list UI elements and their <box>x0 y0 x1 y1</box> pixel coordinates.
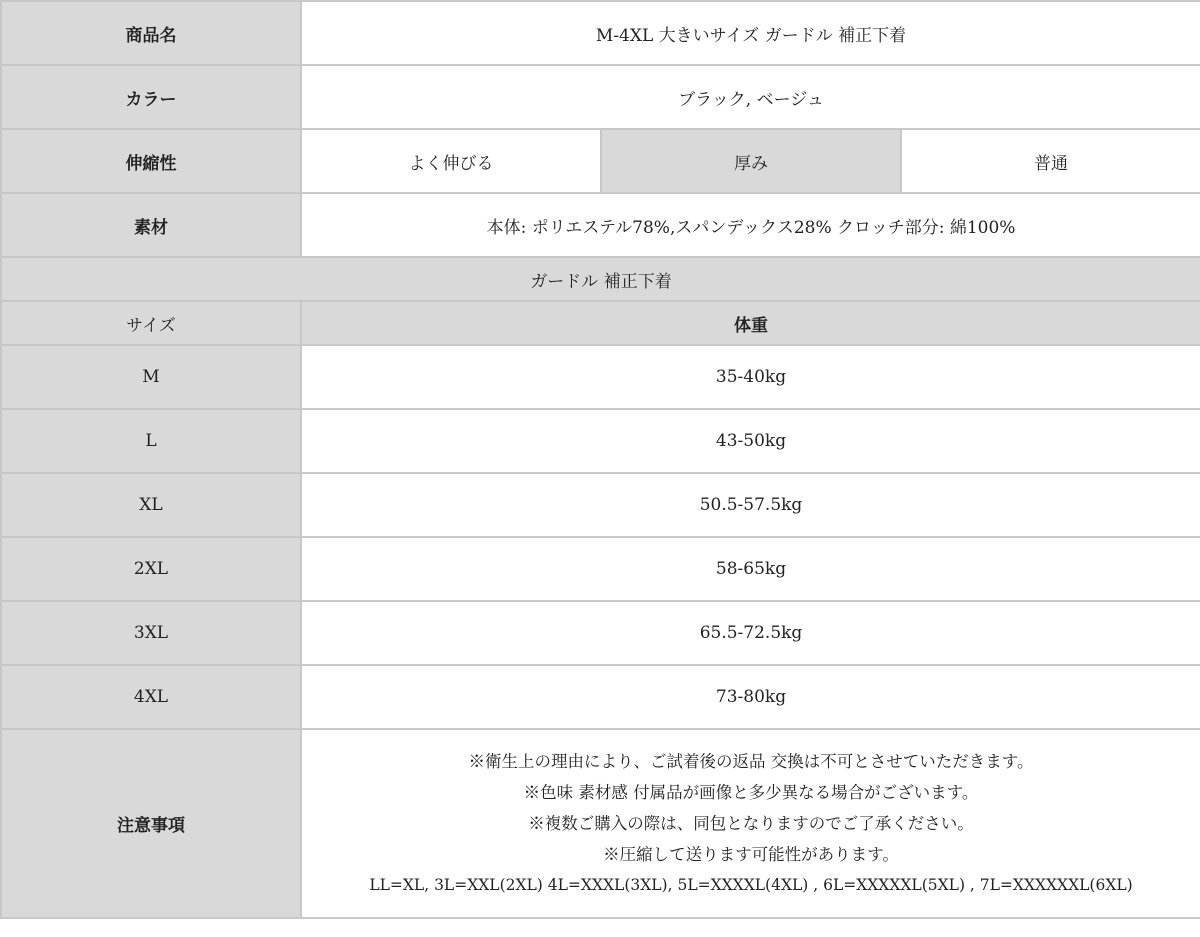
size-cell: 2XL <box>1 537 301 601</box>
size-cell: 4XL <box>1 665 301 729</box>
size-cell: 3XL <box>1 601 301 665</box>
product-name-value: M-4XL 大きいサイズ ガードル 補正下着 <box>301 1 1200 65</box>
size-row-4xl <box>1 665 1200 729</box>
size-cell: M <box>1 345 301 409</box>
size-section-title: ガードル 補正下着 <box>1 257 1200 301</box>
product-name-row <box>1 1 1200 65</box>
weight-cell: 65.5-72.5kg <box>301 601 1200 665</box>
color-label: カラー <box>1 65 301 129</box>
notes-label: 注意事項 <box>1 729 301 918</box>
note-line-hygiene: ※衛生上の理由により、ご試着後の返品 交換は不可とさせていただきます。 <box>468 752 1034 771</box>
weight-cell: 35-40kg <box>301 345 1200 409</box>
color-value: ブラック, ベージュ <box>301 65 1200 129</box>
weight-cell: 43-50kg <box>301 409 1200 473</box>
size-section-title-row <box>1 257 1200 301</box>
notes-content <box>301 729 1200 918</box>
size-row-2xl <box>1 537 1200 601</box>
size-header-row <box>1 301 1200 345</box>
material-value: 本体: ポリエステル78%,スパンデックス28% クロッチ部分: 綿100% <box>301 193 1200 257</box>
notes-row <box>1 729 1200 918</box>
note-line-compression: ※圧縮して送ります可能性があります。 <box>603 845 899 864</box>
stretch-row <box>1 129 1200 193</box>
size-cell: L <box>1 409 301 473</box>
weight-column-header: 体重 <box>301 301 1200 345</box>
weight-cell: 58-65kg <box>301 537 1200 601</box>
size-row-3xl <box>1 601 1200 665</box>
stretch-option-normal: 普通 <box>901 129 1200 193</box>
size-column-header: サイズ <box>1 301 301 345</box>
size-row-m <box>1 345 1200 409</box>
stretch-label: 伸縮性 <box>1 129 301 193</box>
size-cell: XL <box>1 473 301 537</box>
product-name-label: 商品名 <box>1 1 301 65</box>
note-line-size-conversion: LL=XL, 3L=XXL(2XL) 4L=XXXL(3XL), 5L=XXXXL(4XL) , 6L=XXXXXL(5XL) , 7L=XXXXXXL(6XL) <box>369 876 1133 894</box>
note-line-color: ※色味 素材感 付属品が画像と多少異なる場合がございます。 <box>523 783 979 802</box>
note-line-bundle: ※複数ご購入の際は、同包となりますのでご了承ください。 <box>528 814 974 833</box>
stretch-option-thickness: 厚み <box>601 129 901 193</box>
color-row <box>1 65 1200 129</box>
material-label: 素材 <box>1 193 301 257</box>
material-row <box>1 193 1200 257</box>
weight-cell: 73-80kg <box>301 665 1200 729</box>
size-row-xl <box>1 473 1200 537</box>
weight-cell: 50.5-57.5kg <box>301 473 1200 537</box>
stretch-option-stretchy: よく伸びる <box>301 129 601 193</box>
size-row-l <box>1 409 1200 473</box>
